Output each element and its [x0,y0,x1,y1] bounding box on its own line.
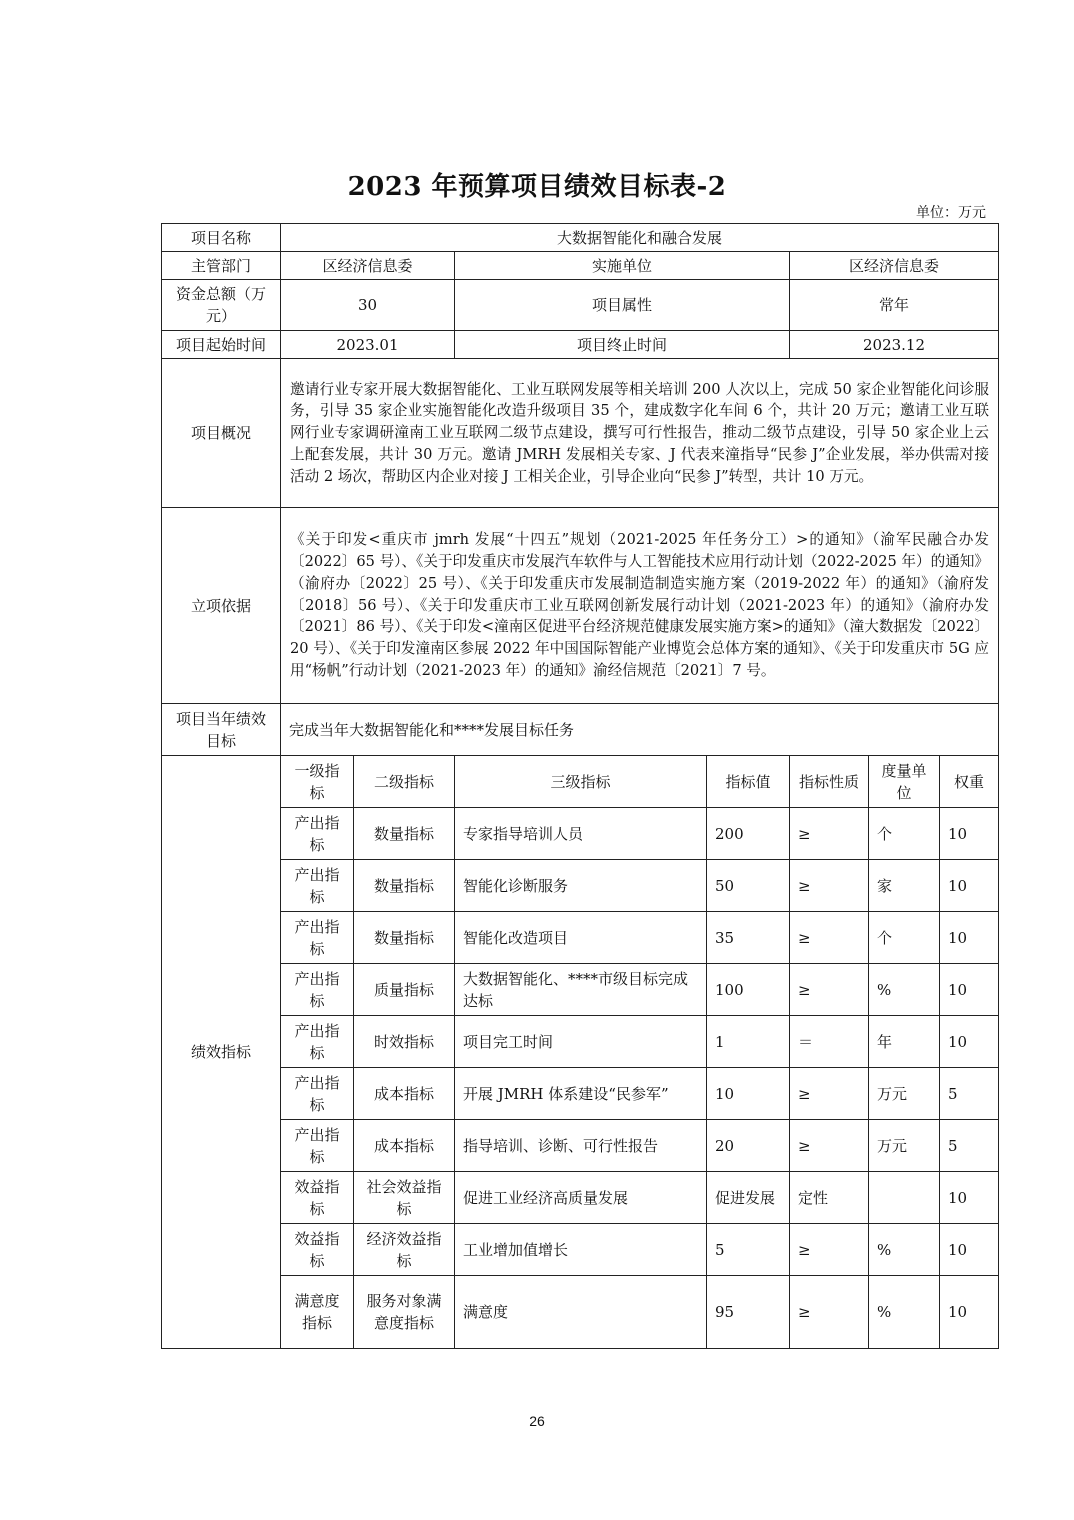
row-project-name [162,224,999,252]
end-label: 项目终止时间 [455,331,790,359]
indicator-unit: % [869,1276,940,1349]
indicator-unit: 万元 [869,1120,940,1172]
unit-label: 单位：万元 [916,205,986,221]
header-l3: 三级指标 [455,756,707,808]
row-department [162,252,999,280]
page-title: 2023 年预算项目绩效目标表-2 [347,172,727,202]
impl-value: 区经济信息委 [790,252,999,280]
indicator-unit: 年 [869,1016,940,1068]
header-unit: 度量单位 [869,756,940,808]
indicator-row [162,1016,999,1068]
indicator-unit [869,1172,940,1224]
dept-value: 区经济信息委 [281,252,455,280]
indicator-unit: 个 [869,912,940,964]
indicator-nature: ≥ [790,1276,869,1349]
indicator-value: 200 [707,808,790,860]
indicator-value: 10 [707,1068,790,1120]
indicator-l2: 服务对象满意度指标 [354,1276,455,1349]
performance-table [161,223,999,1349]
indicator-nature: ≥ [790,1224,869,1276]
indicator-value: 20 [707,1120,790,1172]
indicator-row [162,1120,999,1172]
indicator-l1: 产出指标 [281,912,354,964]
indicator-row [162,1172,999,1224]
indicator-weight: 10 [940,860,999,912]
row-period [162,331,999,359]
indicator-row [162,808,999,860]
indicator-value: 35 [707,912,790,964]
indicator-value: 1 [707,1016,790,1068]
indicator-l3: 项目完工时间 [455,1016,707,1068]
indicator-value: 5 [707,1224,790,1276]
indicator-l3: 大数据智能化、****市级目标完成达标 [455,964,707,1016]
indicator-l3: 满意度 [455,1276,707,1349]
indicator-nature: ＝ [790,1016,869,1068]
header-weight: 权重 [940,756,999,808]
indicator-weight: 10 [940,808,999,860]
indicator-weight: 10 [940,1224,999,1276]
indicator-value: 50 [707,860,790,912]
fund-value: 30 [281,280,455,331]
overview-label: 项目概况 [162,359,281,508]
indicator-l3: 促进工业经济高质量发展 [455,1172,707,1224]
indicator-l1: 效益指标 [281,1172,354,1224]
goal-text: 完成当年大数据智能化和****发展目标任务 [281,704,999,756]
indicator-weight: 5 [940,1120,999,1172]
indicator-unit: % [869,964,940,1016]
indicator-l1: 产出指标 [281,860,354,912]
indicator-l1: 满意度指标 [281,1276,354,1349]
indicator-l3: 开展 JMRH 体系建设“民参军” [455,1068,707,1120]
indicator-nature: 定性 [790,1172,869,1224]
start-value: 2023.01 [281,331,455,359]
header-value: 指标值 [707,756,790,808]
indicator-nature: ≥ [790,808,869,860]
page-number: 26 [529,1413,545,1429]
indicator-value: 100 [707,964,790,1016]
indicator-l3: 专家指导培训人员 [455,808,707,860]
indicator-weight: 10 [940,1172,999,1224]
start-label: 项目起始时间 [162,331,281,359]
indicator-weight: 10 [940,1276,999,1349]
indicator-header-row [162,756,999,808]
indicator-weight: 10 [940,964,999,1016]
project-name-label: 项目名称 [162,224,281,252]
attr-value: 常年 [790,280,999,331]
indicator-l2: 成本指标 [354,1068,455,1120]
indicator-row [162,964,999,1016]
indicator-unit: 家 [869,860,940,912]
indicator-row [162,912,999,964]
indicator-row [162,1276,999,1349]
impl-label: 实施单位 [455,252,790,280]
indicator-row [162,1224,999,1276]
indicator-l2: 成本指标 [354,1120,455,1172]
indicator-weight: 5 [940,1068,999,1120]
row-basis [162,508,999,704]
goal-label: 项目当年绩效目标 [162,704,281,756]
overview-text: 邀请行业专家开展大数据智能化、工业互联网发展等相关培训 200 人次以上，完成 50 家企业智能化问诊服务，引导 35 家企业实施智能化改造升级项目 35 个，建成数字化车间 6 个，共计 20 万元；邀请工业互联网行业专家调研潼南工业互联网二级节点建设，撰写可行性报告，推动二级节点建设，引导 50 家企业上云上配套发展，共计 30 万元。邀请 JMRH 发展相关专家、J 代表来潼指导“民参 J”企业发展，举办供需对接活动 2 场次，帮助区内企业对接 J 工相关企业，引导企业向“民参 J”转型，共计 10 万元。 [281,359,999,508]
indicator-l2: 数量指标 [354,860,455,912]
indicator-l2: 经济效益指标 [354,1224,455,1276]
indicator-nature: ≥ [790,1120,869,1172]
indicator-value: 促进发展 [707,1172,790,1224]
indicator-row [162,860,999,912]
indicator-l2: 数量指标 [354,808,455,860]
indicator-l3: 工业增加值增长 [455,1224,707,1276]
fund-label: 资金总额（万元） [162,280,281,331]
indicator-l3: 指导培训、诊断、可行性报告 [455,1120,707,1172]
indicator-value: 95 [707,1276,790,1349]
indicator-l2: 时效指标 [354,1016,455,1068]
indicator-nature: ≥ [790,912,869,964]
indicator-row [162,1068,999,1120]
row-overview [162,359,999,508]
indicator-weight: 10 [940,912,999,964]
row-goal [162,704,999,756]
indicator-l1: 产出指标 [281,808,354,860]
indicator-l3: 智能化改造项目 [455,912,707,964]
indicator-unit: 个 [869,808,940,860]
basis-text: 《关于印发<重庆市 jmrh 发展“十四五”规划（2021-2025 年任务分工）>的通知》（渝军民融合办发〔2022〕65 号）、《关于印发重庆市发展汽车软件与人工智能技术应用行动计划（2022-2025 年）的通知》（渝府办〔2022〕25 号）、《关于印发重庆市发展制造制造实施方案（2019-2022 年）的通知》（渝府发〔2018〕56 号）、《关于印发重庆市工业互联网创新发展行动计划（2021-2023 年）的通知》（渝府办发〔2021〕86 号）、《关于印发<潼南区促进平台经济规范健康发展实施方案>的通知》（潼大数据发〔2022〕20 号）、《关于印发潼南区参展 2022 年中国国际智能产业博览会总体方案的通知》、《关于印发重庆市 5G 应用“杨帆”行动计划（2021-2023 年）的通知》渝经信规范〔2021〕7 号。 [281,508,999,704]
end-value: 2023.12 [790,331,999,359]
indicator-unit: % [869,1224,940,1276]
attr-label: 项目属性 [455,280,790,331]
header-l2: 二级指标 [354,756,455,808]
indicator-l1: 产出指标 [281,1016,354,1068]
indicator-l1: 效益指标 [281,1224,354,1276]
indicator-l3: 智能化诊断服务 [455,860,707,912]
indicator-nature: ≥ [790,1068,869,1120]
header-nature: 指标性质 [790,756,869,808]
indicator-l2: 社会效益指标 [354,1172,455,1224]
indicator-unit: 万元 [869,1068,940,1120]
indicator-nature: ≥ [790,964,869,1016]
indicator-weight: 10 [940,1016,999,1068]
indicator-l1: 产出指标 [281,964,354,1016]
basis-label: 立项依据 [162,508,281,704]
header-l1: 一级指标 [281,756,354,808]
indicator-l1: 产出指标 [281,1120,354,1172]
indicator-l1: 产出指标 [281,1068,354,1120]
perf-label: 绩效指标 [162,756,281,1349]
dept-label: 主管部门 [162,252,281,280]
indicator-l2: 质量指标 [354,964,455,1016]
row-fund [162,280,999,331]
indicator-nature: ≥ [790,860,869,912]
indicator-l2: 数量指标 [354,912,455,964]
project-name-value: 大数据智能化和融合发展 [281,224,999,252]
